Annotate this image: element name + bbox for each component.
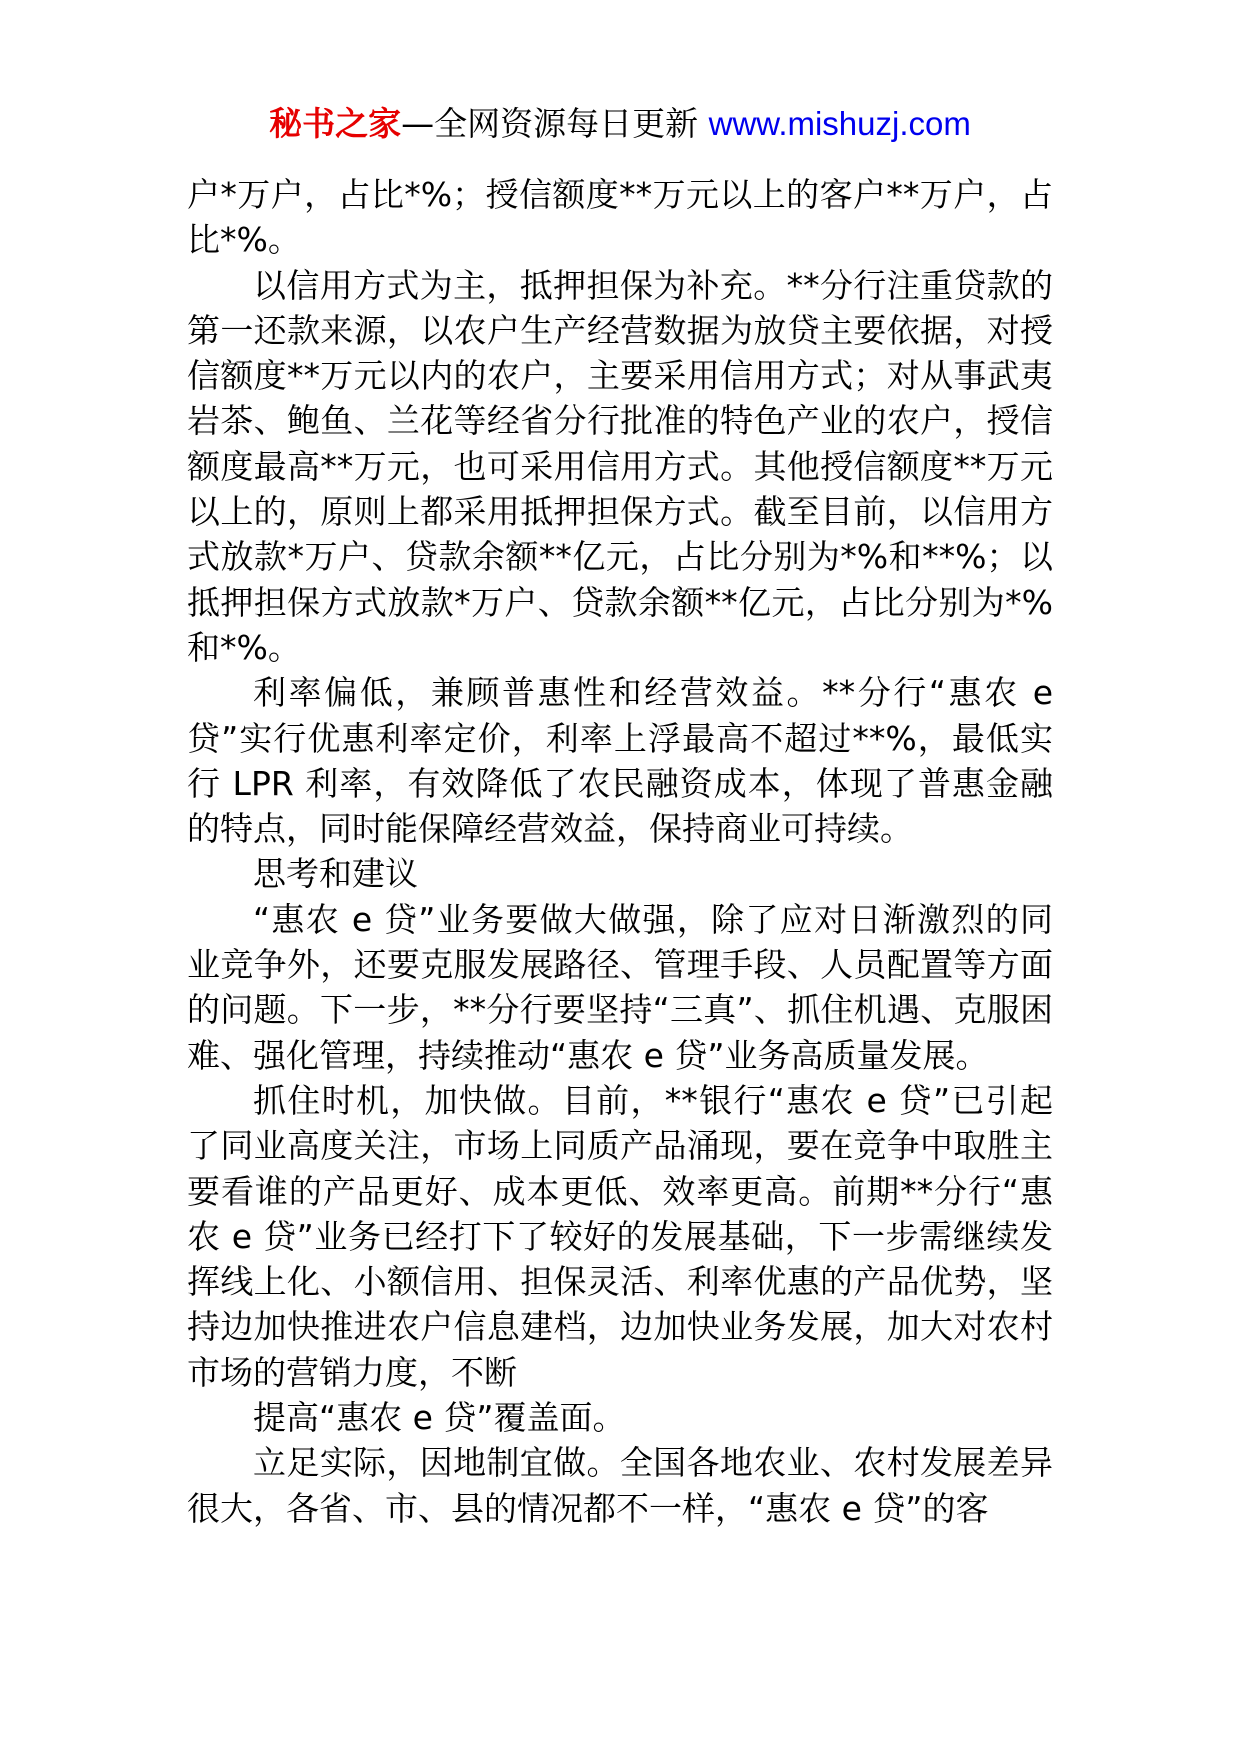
document-body <box>187 172 1053 1531</box>
website-link[interactable]: www.mishuzj.com <box>708 105 971 142</box>
header-slogan: —全网资源每日更新 <box>401 104 709 143</box>
brand-name: 秘书之家 <box>269 104 402 143</box>
paragraph-intro: “惠农 e 贷”业务要做大做强，除了应对日渐激烈的同业竞争外，还要克服发展路径、管理手段、人员配置等方面的问题。下一步，**分行要坚持“三真”、抓住机遇、克服困难、强化管理，持续推动“惠农 e 贷”业务高质量发展。 <box>187 899 1053 1075</box>
paragraph-continuation: 户*万户，占比*%；授信额度**万元以上的客户**万户，占比*%。 <box>187 175 1053 260</box>
paragraph-seize-opportunity: 抓住时机，加快做。目前，**银行“惠农 e 贷”已引起了同业高度关注，市场上同质产品涌现，要在竞争中取胜主要看谁的产品更好、成本更低、效率更高。前期**分行“惠农 e 贷”业务已经打下了较好的发展基础，下一步需继续发挥线上化、小额信用、担保灵活、利率优惠的产品优势，坚持边加快推进农户信息建档，边加快业务发展，加大对农村市场的营销力度，不断 <box>187 1080 1053 1392</box>
section-heading: 思考和建议 <box>253 854 418 894</box>
paragraph-credit-method: 以信用方式为主，抵押担保为补充。**分行注重贷款的第一还款来源，以农户生产经营数据为放贷主要依据，对授信额度**万元以内的农户，主要采用信用方式；对从事武夷岩茶、鲍鱼、兰花等经省分行批准的特色产业的农户，授信额度最高**万元，也可采用信用方式。其他授信额度**万元以上的，原则上都采用抵押担保方式。截至目前，以信用方式放款*万户、贷款余额**亿元，占比分别为*%和**%；以抵押担保方式放款*万户、贷款余额**亿元，占比分别为*%和*%。 <box>187 265 1053 667</box>
paragraph-interest-rate: 利率偏低，兼顾普惠性和经营效益。**分行“惠农 e 贷”实行优惠利率定价，利率上浮最高不超过**%，最低实行 LPR 利率，有效降低了农民融资成本，体现了普惠金融的特点，同时能保障经营效益，保持商业可持续。 <box>187 673 1053 849</box>
paragraph-coverage: 提高“惠农 e 贷”覆盖面。 <box>253 1398 626 1438</box>
paragraph-local-conditions: 立足实际，因地制宜做。全国各地农业、农村发展差异很大，各省、市、县的情况都不一样，“惠农 e 贷”的客 <box>187 1443 1053 1528</box>
page-header <box>0 100 1240 148</box>
